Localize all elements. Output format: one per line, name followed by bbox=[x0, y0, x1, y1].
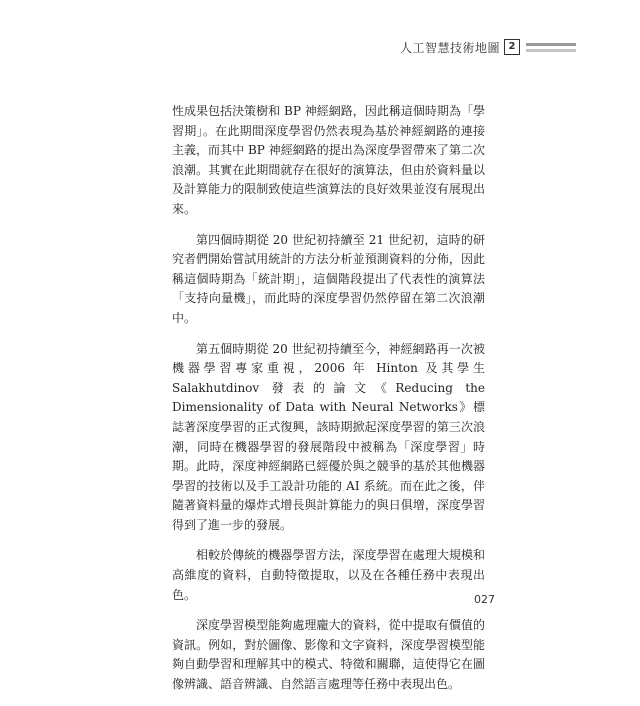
paragraph: 相較於傳統的機器學習方法，深度學習在處理大規模和高維度的資料，自動特徵提取，以及在各種任務中表現出色。 bbox=[172, 548, 485, 602]
page-number: 027 bbox=[474, 593, 495, 606]
paragraph: 第五個時期從 20 世紀初持續至今，神經網路再一次被機器學習專家重視，2006 年 Hinton 及其學生 Salakhutdinov 發表的論文《Reducing the Dimensionality of Data with Neural Networks》標誌著深度學習的正式復興，該時期掀起深度學習的第三次浪潮，同時在機器學習的發展階段中被稱為「深度學習」時期。此時，深度神經網路已經優於與之競爭的基於其他機器學習的技術以及手工設計功能的 AI 系統。而在此之後，伴隨著資料量的爆炸式增長與計算能力的與日俱增，深度學習得到了進一步的發展。 bbox=[172, 341, 485, 532]
body-text bbox=[172, 102, 485, 706]
paragraph: 第四個時期從 20 世紀初持續至 21 世紀初，這時的研究者們開始嘗試用統計的方法分析並預測資料的分佈，因此稱這個時期為「統計期」，這個階段提出了代表性的演算法「支持向量機」，而此時的深度學習仍然停留在第二次浪潮中。 bbox=[172, 232, 485, 325]
header-rule-icon bbox=[526, 43, 576, 52]
paragraph: 深度學習模型能夠處理龐大的資料，從中提取有價值的資訊。例如，對於圖像、影像和文字資料，深度學習模型能夠自動學習和理解其中的模式、特徵和關聯，這使得它在圖像辨識、語音辨識、自然語言處理等任務中表現出色。 bbox=[172, 618, 485, 692]
chapter-number-badge: 2 bbox=[504, 39, 520, 55]
running-head bbox=[400, 37, 576, 57]
running-title: 人工智慧技術地圖 bbox=[400, 40, 501, 55]
paragraph: 性成果包括決策樹和 BP 神經網路，因此稱這個時期為「學習期」。在此期間深度學習仍然表現為基於神經網路的連接主義，而其中 BP 神經網路的提出為深度學習帶來了第二次浪潮。其實在此期間就存在很好的演算法，但由於資料量以及計算能力的限制致使這些演算法的良好效果並沒有展現出來。 bbox=[172, 104, 485, 216]
